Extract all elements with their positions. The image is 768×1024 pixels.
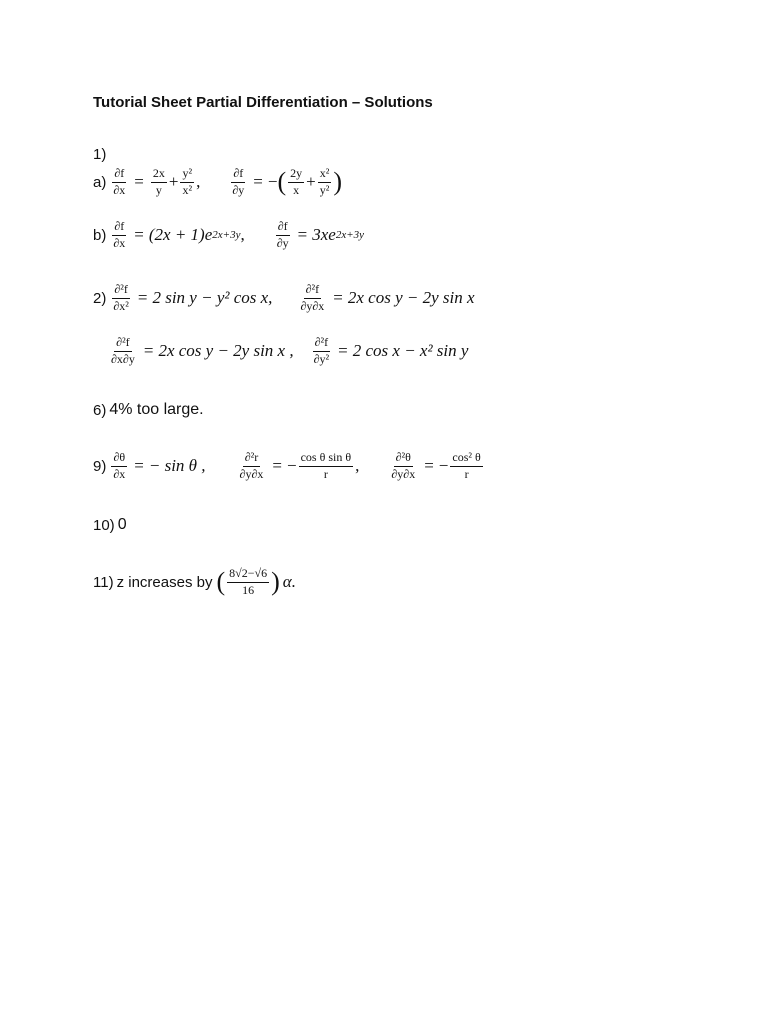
numerator: 8√2−√6 [227,567,269,583]
denominator: ∂x∂y [111,351,135,366]
denominator: ∂x [113,235,126,250]
denominator: ∂y∂x [239,466,264,481]
numerator: x² [318,167,332,183]
exponent: 2x+3y [212,229,241,242]
q6-row [93,401,204,419]
q1a-row [93,167,342,198]
equals-sign: = [137,288,148,308]
numerator-term-b: √6 [254,566,268,580]
comma: , [240,225,245,245]
fraction [111,451,127,482]
minus-sign: − [438,456,449,476]
q6-answer: 4% too large. [109,401,204,418]
close-paren: ) [333,167,342,197]
q10-label: 10) [93,516,115,534]
numerator: ∂²θ [394,451,413,467]
numerator: ∂²f [304,283,322,299]
numerator: ∂f [112,167,126,183]
fraction [180,167,194,198]
denominator: 16 [242,582,255,597]
numerator: 2y [288,167,304,183]
fraction [111,167,127,198]
denominator: ∂x [113,466,126,481]
minus-sign: − [267,172,278,192]
expression: 2x cos y − 2y sin x [347,288,475,308]
q2-label: 2) [93,289,107,307]
expression: 2 sin y − y² cos x, [152,288,273,308]
plus-sign: + [306,172,316,192]
numerator: ∂²f [313,336,331,352]
exponent: 2x+3y [335,229,365,242]
open-paren: ( [216,567,226,597]
numerator: ∂²r [243,451,261,467]
numerator: y² [180,167,194,183]
equals-sign: = [272,456,282,476]
denominator: ∂y∂x [300,298,325,313]
plus-sign: + [168,172,179,192]
denominator: r [464,466,469,481]
expression: (2x + 1)e [148,225,213,245]
fraction [111,220,127,251]
numerator: ∂f [231,167,245,183]
numerator: ∂²f [112,283,130,299]
equals-sign: = [143,341,154,361]
fraction [151,167,167,198]
comma: , [355,456,360,476]
fraction [109,336,137,367]
comma: , [196,172,201,192]
page-title: Tutorial Sheet Partial Differentiation – Solutions [93,94,433,111]
denominator: ∂y∂x [391,466,416,481]
numerator: ∂f [276,220,290,236]
fraction [389,451,417,482]
numerator: 2x [151,167,167,183]
numerator: cos² θ [450,451,482,467]
expression: 3xe [312,225,336,245]
open-paren: ( [277,167,287,197]
fraction [275,220,291,251]
expression: 2x cos y − 2y sin x , [158,341,294,361]
denominator: y² [319,182,330,197]
fraction [318,167,332,198]
denominator: ∂x² [113,298,129,313]
fraction [450,451,482,482]
fraction [299,451,354,482]
close-paren: ) [271,567,280,597]
expression: 2 cos x − x² sin y [352,341,469,361]
numerator: cos θ sin θ [299,451,354,467]
denominator: y [155,182,162,197]
fraction [288,167,304,198]
q2-row-1 [93,283,475,314]
denominator: ∂y² [313,351,330,366]
equals-sign: = [134,225,144,245]
numerator: ∂θ [111,451,127,467]
q10-row [93,516,127,534]
q1-label: 1) [93,146,107,163]
fraction [230,167,246,198]
fraction [298,283,326,314]
denominator: ∂y [232,182,245,197]
equals-sign: = [338,341,348,361]
numerator: ∂f [112,220,126,236]
q1b-row [93,220,364,251]
numerator: ∂²f [114,336,132,352]
q11-row [93,567,296,598]
q6-label: 6) [93,401,107,419]
q10-answer: 0 [117,516,127,533]
equals-sign: = [253,172,263,192]
q1a-label: a) [93,173,107,191]
denominator: ∂x [113,182,126,197]
fraction [312,336,332,367]
minus-sign: − [287,456,297,476]
q9-row [93,451,485,482]
fraction [227,567,269,598]
denominator: r [323,466,328,481]
q11-text: z increases by [116,573,213,591]
equals-sign: = [333,288,343,308]
alpha-term: α. [282,572,296,592]
equals-sign: = [424,456,434,476]
q11-label: 11) [93,573,114,591]
equals-sign: = [134,172,144,192]
equals-sign: = [297,225,308,245]
fraction [238,451,266,482]
denominator: ∂y [276,235,289,250]
fraction [111,283,131,314]
denominator: x² [182,182,193,197]
q1b-label: b) [93,226,107,244]
q9-label: 9) [93,457,107,475]
q2-row-2 [107,336,468,367]
numerator-term-a: 8√2 [229,566,248,580]
expression: − sin θ , [148,456,206,476]
denominator: x [293,182,300,197]
equals-sign: = [134,456,144,476]
